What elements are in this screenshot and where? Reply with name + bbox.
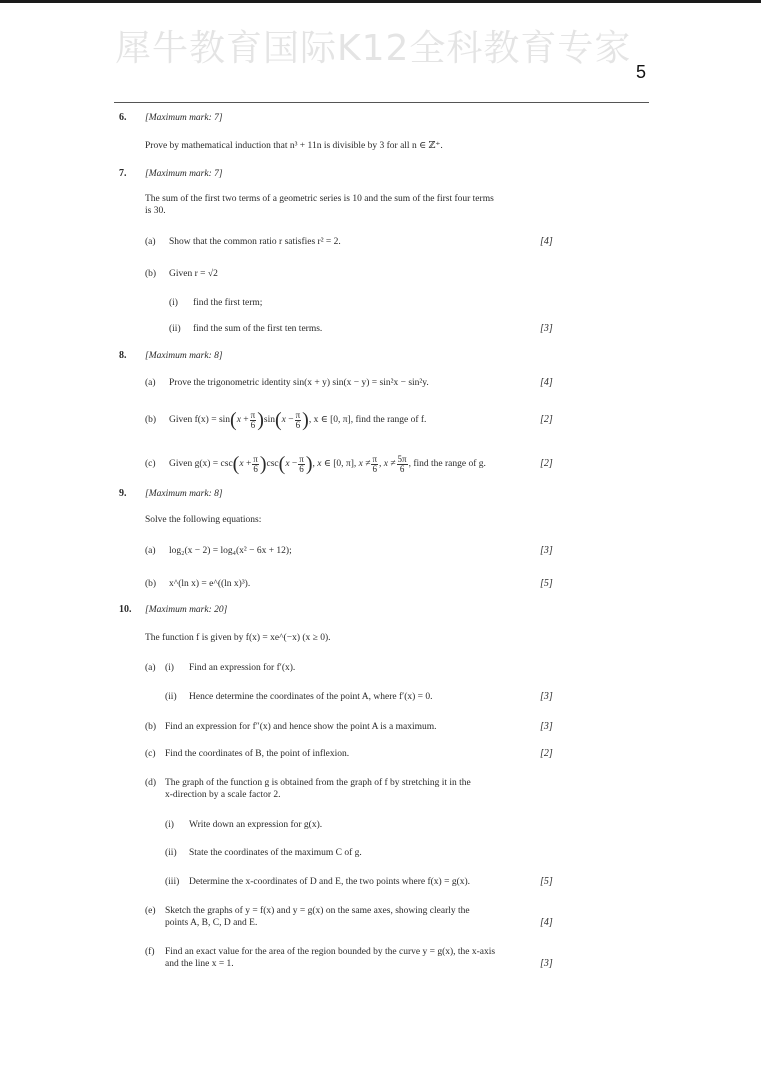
q8c-label: (c) xyxy=(145,459,156,469)
header-rule xyxy=(114,102,649,103)
q10ai-text: Find an expression for f′(x). xyxy=(189,663,296,673)
q9b-marks: [5] xyxy=(540,578,553,589)
q10aii-label: (ii) xyxy=(165,692,177,702)
q9-number: 9. xyxy=(119,488,127,499)
q7a-text: Show that the common ratio r satisfies r² = 2. xyxy=(169,237,341,247)
paren-open: ( xyxy=(278,453,286,475)
q9-intro: Solve the following equations: xyxy=(145,515,262,525)
q10di-text: Write down an expression for g(x). xyxy=(189,820,323,830)
q7-marks-header: [Maximum mark: 7] xyxy=(145,169,223,179)
q6-marks-header: [Maximum mark: 7] xyxy=(145,113,223,123)
q10ai-label: (i) xyxy=(165,663,174,673)
q10aii-text: Hence determine the coordinates of the point A, where f′(x) = 0. xyxy=(189,692,433,702)
q10d-label: (d) xyxy=(145,778,157,788)
q8-number: 8. xyxy=(119,350,127,361)
fraction: $\frac{\pi}{6}$ xyxy=(299,453,304,474)
q8b-text-end: , x ∈ [0, π], find the range of f. xyxy=(308,415,427,426)
watermark: 犀牛教育国际K12全科教育专家 xyxy=(115,28,632,69)
q8c-text-end: find the range of g. xyxy=(413,459,486,470)
q10e-label: (e) xyxy=(145,906,156,916)
paren-open: ( xyxy=(274,409,282,431)
q8a-text: Prove the trigonometric identity sin(x + y) sin(x − y) = sin²x − sin²y. xyxy=(169,378,429,388)
q7-number: 7. xyxy=(119,168,127,179)
q7bi-label: (i) xyxy=(169,298,178,308)
q7-text-line1: The sum of the first two terms of a geometric series is 10 and the sum of the first four terms xyxy=(145,194,494,204)
top-border xyxy=(0,0,761,3)
q8c-expression: Given g(x) = csc(x + $\frac{\pi}{6}$ )csc(x − $\frac{\pi}{6}$ ), x ∈ [0, π], x ≠ $\frac{\pi}{6}$ , x ≠ $\frac{5\pi}{6}$ , find the range of g. xyxy=(169,453,486,475)
q7a-marks: [4] xyxy=(540,236,553,247)
paren-close: ) xyxy=(259,453,267,475)
q10f-label: (f) xyxy=(145,947,155,957)
q9a-text: log₂(x − 2) = log₄(x² − 6x + 12); xyxy=(169,546,292,556)
q7a-label: (a) xyxy=(145,237,156,247)
q8c-marks: [2] xyxy=(540,458,553,469)
q8a-marks: [4] xyxy=(540,377,553,388)
q7b-marks: [3] xyxy=(540,323,553,334)
page-number: 5 xyxy=(635,62,646,82)
q9a-label: (a) xyxy=(145,546,156,556)
q7b-label: (b) xyxy=(145,269,157,279)
q10-marks-header: [Maximum mark: 20] xyxy=(145,605,228,615)
q10-intro: The function f is given by f(x) = xe^(−x) (x ≥ 0). xyxy=(145,633,331,643)
fraction: $\frac{\pi}{6}$ xyxy=(250,409,256,430)
q10f-text-line1: Find an exact value for the area of the region bounded by the curve y = g(x), the x-axis xyxy=(165,947,496,957)
q10f-text-line2: and the line x = 1. xyxy=(165,959,234,969)
q10b-marks: [3] xyxy=(540,721,553,732)
paren-open: ( xyxy=(232,453,240,475)
paren-close: ) xyxy=(305,453,313,475)
paren-close: ) xyxy=(257,409,264,431)
q10e-text-line1: Sketch the graphs of y = f(x) and y = g(x) on the same axes, showing clearly the xyxy=(165,906,470,916)
q7-text-line2: is 30. xyxy=(145,206,166,216)
q9a-marks: [3] xyxy=(540,545,553,556)
paren-close: ) xyxy=(302,409,309,431)
fraction: $\frac{5\pi}{6}$ xyxy=(397,453,407,474)
q8b-label: (b) xyxy=(145,415,157,425)
q7b-text: Given r = √2 xyxy=(169,269,218,279)
q10a-marks: [3] xyxy=(540,691,553,702)
paren-open: ( xyxy=(230,409,237,431)
q6-number: 6. xyxy=(119,112,127,123)
q7bii-label: (ii) xyxy=(169,324,181,334)
q10dii-text: State the coordinates of the maximum C of g. xyxy=(189,848,362,858)
q7bi-text: find the first term; xyxy=(193,298,263,308)
q10diii-text: Determine the x-coordinates of D and E, the two points where f(x) = g(x). xyxy=(189,877,471,887)
q10a-label: (a) xyxy=(145,663,156,673)
q9b-text: x^(ln x) = e^((ln x)³). xyxy=(169,579,251,589)
q8c-text-start: Given g(x) = csc xyxy=(169,459,233,470)
q8-marks-header: [Maximum mark: 8] xyxy=(145,351,223,361)
q9-marks-header: [Maximum mark: 8] xyxy=(145,489,223,499)
q10c-text: Find the coordinates of B, the point of inflexion. xyxy=(165,749,350,759)
q10diii-label: (iii) xyxy=(165,877,180,887)
q8a-label: (a) xyxy=(145,378,156,388)
q10c-label: (c) xyxy=(145,749,156,759)
q8b-expression: Given f(x) = sin(x + $\frac{\pi}{6}$ )sin(x − $\frac{\pi}{6}$ ), x ∈ [0, π], find the range of f. xyxy=(169,409,427,431)
q9b-label: (b) xyxy=(145,579,157,589)
q10f-marks: [3] xyxy=(540,958,553,969)
q10d-marks: [5] xyxy=(540,876,553,887)
q8b-marks: [2] xyxy=(540,414,553,425)
q8b-text-start: Given f(x) = sin xyxy=(169,415,231,426)
q10b-text: Find an expression for f″(x) and hence show the point A is a maximum. xyxy=(165,722,437,732)
q10d-text-line2: x-direction by a scale factor 2. xyxy=(165,790,281,800)
q10-number: 10. xyxy=(119,604,132,615)
q10b-label: (b) xyxy=(145,722,157,732)
q10di-label: (i) xyxy=(165,820,174,830)
q6-text: Prove by mathematical induction that n³ + 11n is divisible by 3 for all n ∈ ℤ⁺. xyxy=(145,141,443,151)
q10d-text-line1: The graph of the function g is obtained from the graph of f by stretching it in the xyxy=(165,778,471,788)
q10e-text-line2: points A, B, C, D and E. xyxy=(165,918,258,928)
q7bii-text: find the sum of the first ten terms. xyxy=(193,324,323,334)
q10c-marks: [2] xyxy=(540,748,553,759)
q10e-marks: [4] xyxy=(540,917,553,928)
fraction: $\frac{\pi}{6}$ xyxy=(295,409,301,430)
q10dii-label: (ii) xyxy=(165,848,177,858)
fraction: $\frac{\pi}{6}$ xyxy=(372,453,377,474)
fraction: $\frac{\pi}{6}$ xyxy=(253,453,258,474)
